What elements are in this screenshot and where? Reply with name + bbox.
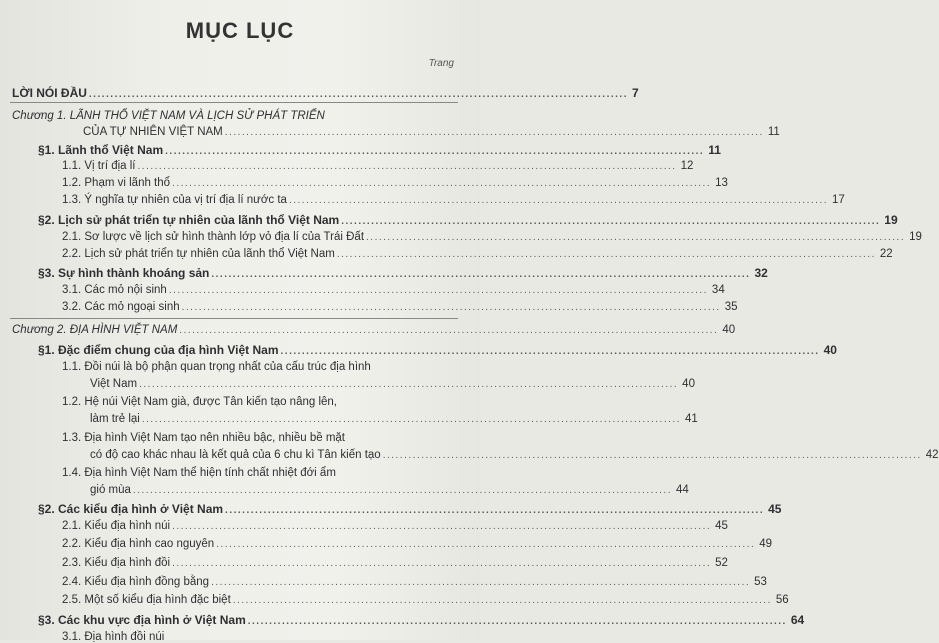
toc-entry-text: §1. Đặc điểm chung của địa hình Việt Nam [38, 343, 279, 357]
toc-entry-page: 40 [682, 378, 695, 390]
toc-entry-text: CỦA TỰ NHIÊN VIỆT NAM [83, 126, 223, 138]
toc-entry[interactable] [62, 557, 728, 569]
page-title: MỤC LỤC [185, 18, 295, 43]
toc-entry-text[interactable]: 3.1. Địa hình đồi núi [62, 631, 165, 643]
toc-entry-text: gió mùa [90, 484, 131, 496]
toc-entry-page: 49 [759, 538, 773, 550]
toc-entry[interactable] [62, 301, 738, 313]
toc-entry[interactable] [38, 266, 768, 280]
dot-leader: .............................................................................................................................. [88, 89, 628, 100]
toc-entry[interactable] [62, 576, 767, 588]
toc-entry-page: 52 [715, 557, 728, 569]
toc-entry-text: có độ cao khác nhau là kết quả của 6 chu kì Tân kiến tạo [90, 449, 381, 461]
toc-entry-text: Chương 1. LÃNH THỔ VIỆT NAM VÀ LỊCH SỬ PHÁT TRIỂN [12, 110, 325, 122]
toc-entry[interactable] [90, 378, 695, 390]
toc-entry-text: §3. Các khu vực địa hình ở Việt Nam [38, 613, 246, 627]
dot-leader: .............................................................................................................................. [172, 521, 712, 532]
toc-entry-text: 1.3. Ý nghĩa tự nhiên của vị trí địa lí nước ta [62, 194, 287, 206]
toc-entry-text[interactable]: 1.3. Địa hình Việt Nam tạo nên nhiều bậc, nhiều bề mặt [62, 432, 346, 444]
toc-entry[interactable] [62, 194, 845, 206]
dot-leader: .............................................................................................................................. [288, 195, 829, 206]
toc-entry-text[interactable]: 1.2. Hệ núi Việt Nam già, được Tân kiến tạo nâng lên, [62, 396, 338, 408]
toc-entry-text: 2.3. Kiểu địa hình đồi [62, 557, 171, 569]
toc-entry-page: 40 [722, 324, 736, 336]
toc-entry[interactable] [62, 538, 773, 550]
toc-entry-text: 2.1. Kiểu địa hình núi [62, 520, 171, 532]
toc-entry-text: 3.2. Các mỏ ngoại sinh [62, 301, 180, 313]
toc-entry-page: 34 [711, 284, 725, 296]
toc-entry-page: 7 [631, 86, 639, 100]
toc-entry[interactable] [62, 248, 893, 260]
dot-leader: .............................................................................................................................. [216, 539, 756, 550]
toc-entry-page: 53 [754, 576, 767, 588]
toc-entry-page: 11 [767, 126, 780, 138]
toc-entry-page: 17 [832, 194, 845, 206]
dot-leader: .............................................................................................................................. [141, 414, 681, 425]
toc-entry[interactable] [62, 160, 694, 172]
divider [10, 102, 458, 103]
dot-leader: .............................................................................................................................. [366, 232, 906, 243]
toc-entry-page: 41 [684, 413, 698, 425]
toc-entry-page: 19 [884, 213, 898, 227]
toc-entry-page: 40 [823, 343, 837, 357]
toc-entry-text: 2.2. Kiểu địa hình cao nguyên [62, 538, 215, 550]
dot-leader: .............................................................................................................................. [232, 595, 772, 606]
toc-entry-text: §2. Lịch sử phát triển tự nhiên của lãnh thổ Việt Nam [38, 213, 340, 227]
toc-entry-page: 12 [680, 160, 694, 172]
dot-leader: .............................................................................................................................. [137, 161, 677, 172]
toc-entry[interactable] [62, 177, 728, 189]
toc-chapter-heading[interactable] [12, 110, 325, 122]
toc-entry[interactable] [62, 231, 922, 243]
dot-leader: .............................................................................................................................. [225, 505, 765, 516]
toc-entry-page: 44 [676, 484, 689, 496]
divider [10, 318, 458, 319]
toc-entry[interactable] [38, 143, 721, 157]
toc-entry[interactable] [12, 86, 639, 100]
toc-entry-text: làm trẻ lại [90, 413, 140, 425]
dot-leader: .............................................................................................................................. [168, 285, 708, 296]
toc-entry-page: 19 [909, 231, 922, 243]
dot-leader: .............................................................................................................................. [224, 127, 764, 138]
toc-entry-text: Việt Nam [90, 378, 138, 390]
toc-entry-text: §1. Lãnh thổ Việt Nam [38, 143, 164, 157]
toc-entry-page: 22 [879, 248, 893, 260]
toc-entry-text: 2.5. Một số kiểu địa hình đặc biệt [62, 594, 231, 606]
toc-entry-text: 1.2. Phạm vi lãnh thổ [62, 177, 171, 189]
toc-entry-text: 1.1. Vị trí địa lí [62, 160, 136, 172]
toc-entry[interactable] [90, 449, 939, 461]
toc-chapter-heading[interactable] [12, 324, 736, 336]
toc-entry-text: Chương 2. ĐỊA HÌNH VIỆT NAM [12, 324, 178, 336]
toc-entry[interactable] [83, 126, 780, 138]
dot-leader: .............................................................................................................................. [172, 558, 712, 569]
toc-entry[interactable] [62, 520, 728, 532]
toc-entry[interactable] [62, 594, 789, 606]
toc-entry[interactable] [90, 413, 698, 425]
toc-entry-text: LỜI NÓI ĐẦU [12, 86, 87, 100]
toc-entry[interactable] [90, 484, 689, 496]
dot-leader: .............................................................................................................................. [211, 577, 751, 588]
dot-leader: .............................................................................................................................. [341, 216, 881, 227]
toc-entry-text: 3.1. Các mỏ nội sinh [62, 284, 167, 296]
toc-entry-page: 11 [708, 143, 721, 157]
toc-entry-text: 2.4. Kiểu địa hình đồng bằng [62, 576, 210, 588]
toc-entry[interactable] [38, 502, 782, 516]
toc-entry-page: 13 [715, 177, 728, 189]
toc-entry[interactable] [38, 343, 837, 357]
toc-entry[interactable] [38, 613, 805, 627]
toc-entry-page: 56 [775, 594, 789, 606]
dot-leader: .............................................................................................................................. [181, 302, 721, 313]
toc-entry[interactable] [38, 213, 898, 227]
toc-entry[interactable] [62, 284, 725, 296]
dot-leader: .............................................................................................................................. [172, 178, 712, 189]
dot-leader: .............................................................................................................................. [280, 346, 820, 357]
toc-entry-text: 2.1. Sơ lược về lịch sử hình thành lớp vỏ địa lí của Trái Đất [62, 231, 365, 243]
toc-entry-text[interactable]: 1.4. Địa hình Việt Nam thể hiện tính chất nhiệt đới ẩm [62, 467, 336, 479]
dot-leader: .............................................................................................................................. [165, 146, 705, 157]
toc-entry-page: 35 [724, 301, 738, 313]
dot-leader: .............................................................................................................................. [139, 379, 679, 390]
dot-leader: .............................................................................................................................. [211, 269, 751, 280]
toc-entry-page: 45 [715, 520, 728, 532]
dot-leader: .............................................................................................................................. [132, 485, 672, 496]
toc-entry-page: 32 [754, 266, 768, 280]
toc-entry-page: 64 [790, 613, 805, 627]
dot-leader: .............................................................................................................................. [336, 249, 876, 260]
toc-entry-text: 2.2. Lịch sử phát triển tự nhiên của lãnh thổ Việt Nam [62, 248, 335, 260]
toc-entry-page: 42 [925, 449, 939, 461]
toc-entry-text[interactable]: 1.1. Đồi núi là bộ phận quan trọng nhất của cấu trúc địa hình [62, 361, 371, 373]
toc-entry-text: §2. Các kiểu địa hình ở Việt Nam [38, 502, 224, 516]
toc-entry-text: §3. Sự hình thành khoáng sản [38, 266, 210, 280]
dot-leader: .............................................................................................................................. [179, 325, 719, 336]
dot-leader: .............................................................................................................................. [382, 450, 922, 461]
toc-entry-page: 45 [768, 502, 782, 516]
dot-leader: .............................................................................................................................. [247, 616, 787, 627]
page-column-label: Trang [428, 58, 454, 69]
